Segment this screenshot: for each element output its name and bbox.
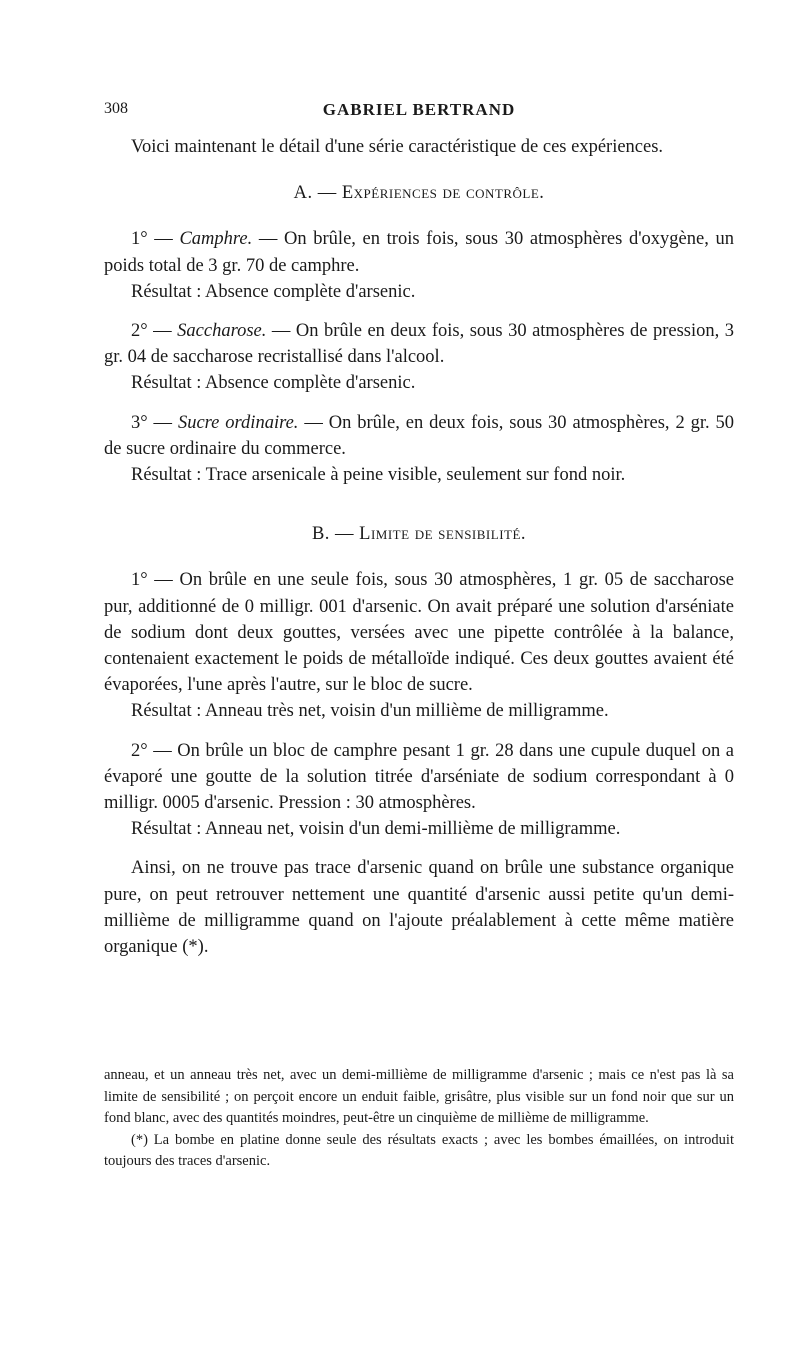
experiment-number: 2° xyxy=(131,321,148,342)
main-text xyxy=(104,134,734,960)
page-header xyxy=(104,100,734,124)
result-a2: Résultat : Absence complète d'arsenic. xyxy=(131,373,416,394)
experiment-a2: 2° — Saccharose. — On brûle en deux fois, sous 30 atmosphères de pression, 3 gr. 04 de saccharose recristallisé dans l'alcool. xyxy=(104,321,735,368)
substance-name: Saccharose. xyxy=(177,321,267,342)
substance-name: Camphre. xyxy=(179,229,253,250)
experiment-text: — On brûle en deux fois, sous 30 atmosphères de pression, 3 gr. 04 de saccharose recristallisé dans l'alcool. xyxy=(104,321,735,368)
experiment-number: 1° xyxy=(131,229,148,250)
footnotes xyxy=(104,1065,734,1173)
footnote-continuation: anneau, et un anneau très net, avec un demi-millième de milligramme d'arsenic ; mais ce n'est pas là sa limite de sensibilité ; on perçoit encore un enduit faible, grisâtre, plus visible sur un fond noir que sur un fond blanc, avec des quantités moindres, peut-être un cinquième de millième de milligramme. xyxy=(104,1067,734,1126)
experiment-text: — On brûle, en trois fois, sous 30 atmosphères d'oxygène, un poids total de 3 gr. 70 de camphre. xyxy=(104,229,734,276)
substance-name: Sucre ordinaire. xyxy=(177,412,299,433)
intro-paragraph: Voici maintenant le détail d'une série caractéristique de ces expériences. xyxy=(131,137,664,157)
running-title: GABRIEL BERTRAND xyxy=(322,100,516,119)
conclusion-paragraph: Ainsi, on ne trouve pas trace d'arsenic quand on brûle une substance organique pure, on peut retrouver nettement une quantité d'arsenic aussi petite qu'un demi-millième de milligramme quand on l'ajoute préalablement à cette même matière organique (*). xyxy=(104,858,734,958)
section-b-title: B. — Limite de sensibilité. xyxy=(311,524,527,545)
experiment-a1: 1° — Camphre. — On brûle, en trois fois, sous 30 atmosphères d'oxygène, un poids total de 3 gr. 70 de camphre. xyxy=(104,229,734,276)
page-number: 308 xyxy=(104,100,128,117)
result-b2: Résultat : Anneau net, voisin d'un demi-millième de milligramme. xyxy=(131,819,621,840)
result-b1: Résultat : Anneau très net, voisin d'un millième de milligramme. xyxy=(131,701,609,722)
footnote-star: (*) La bombe en platine donne seule des résultats exacts ; avec les bombes émaillées, on introduit toujours des traces d'arsenic. xyxy=(104,1131,734,1169)
result-a3: Résultat : Trace arsenicale à peine visible, seulement sur fond noir. xyxy=(131,465,626,486)
experiment-b2: 2° — On brûle un bloc de camphre pesant 1 gr. 28 dans une cupule duquel on a évaporé une goutte de la solution titrée d'arséniate de sodium correspondant à 0 milligr. 0005 d'arsenic. Pression : 30 atmosphères. xyxy=(104,740,734,814)
experiment-number: 3° xyxy=(131,412,148,433)
section-a-title: A. — Expériences de contrôle. xyxy=(293,183,545,204)
result-a1: Résultat : Absence complète d'arsenic. xyxy=(131,281,416,302)
experiment-a3: 3° — Sucre ordinaire. — On brûle, en deux fois, sous 30 atmosphères, 2 gr. 50 de sucre ordinaire du commerce. xyxy=(104,412,735,459)
experiment-b1: 1° — On brûle en une seule fois, sous 30 atmosphères, 1 gr. 05 de saccharose pur, additionné de 0 milligr. 001 d'arsenic. On avait préparé une solution d'arséniate de sodium dont deux gouttes, versées avec une pipette contrôlée à la balance, contenaient exactement le poids de métalloïde indiqué. Ces deux gouttes avaient été évaporées, l'une après l'autre, sur le bloc de sucre. xyxy=(104,570,734,696)
experiment-text: — On brûle, en deux fois, sous 30 atmosphères, 2 gr. 50 de sucre ordinaire du commerce. xyxy=(104,412,735,459)
